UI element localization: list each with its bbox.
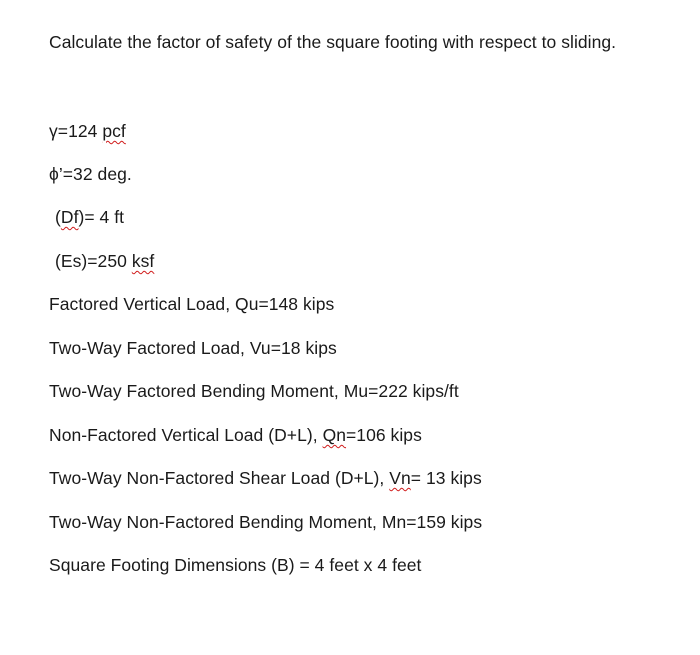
unit-weight-value: γ=124: [49, 121, 103, 141]
two-way-non-factored-shear-symbol: Vn: [389, 468, 411, 488]
two-way-factored-moment-line: Two-Way Factored Bending Moment, Mu=222 kips/ft: [49, 381, 459, 401]
footing-depth-open: (: [55, 207, 61, 227]
unit-weight-line: [49, 120, 126, 142]
soil-modulus-value: (Es)=250: [55, 251, 132, 271]
two-way-factored-load-line: Two-Way Factored Load, Vu=18 kips: [49, 338, 337, 358]
two-way-non-factored-shear-line: [49, 467, 482, 489]
factored-vertical-load-line: Factored Vertical Load, Qu=148 kips: [49, 294, 335, 314]
problem-title: Calculate the factor of safety of the square footing with respect to sliding.: [49, 32, 617, 52]
two-way-non-factored-shear-value: = 13 kips: [410, 468, 482, 488]
non-factored-vertical-load-line: [49, 424, 422, 446]
soil-modulus-line: [55, 250, 154, 272]
footing-depth-symbol: Df: [60, 207, 79, 227]
non-factored-vertical-load-value: =106 kips: [346, 425, 422, 445]
two-way-non-factored-moment-line: Two-Way Non-Factored Bending Moment, Mn=159 kips: [49, 512, 483, 532]
footing-depth-line: [55, 206, 124, 228]
non-factored-vertical-load-label: Non-Factored Vertical Load (D+L),: [49, 425, 323, 445]
footing-depth-value: )= 4 ft: [78, 207, 125, 227]
two-way-non-factored-shear-label: Two-Way Non-Factored Shear Load (D+L),: [49, 468, 390, 488]
non-factored-vertical-load-symbol: Qn: [322, 425, 347, 445]
footing-dimensions-line: Square Footing Dimensions (B) = 4 feet x 4 feet: [49, 555, 422, 575]
unit-weight-unit: pcf: [102, 121, 126, 141]
soil-modulus-unit: ksf: [131, 251, 155, 271]
friction-angle-line: ϕ’=32 deg.: [49, 164, 132, 184]
